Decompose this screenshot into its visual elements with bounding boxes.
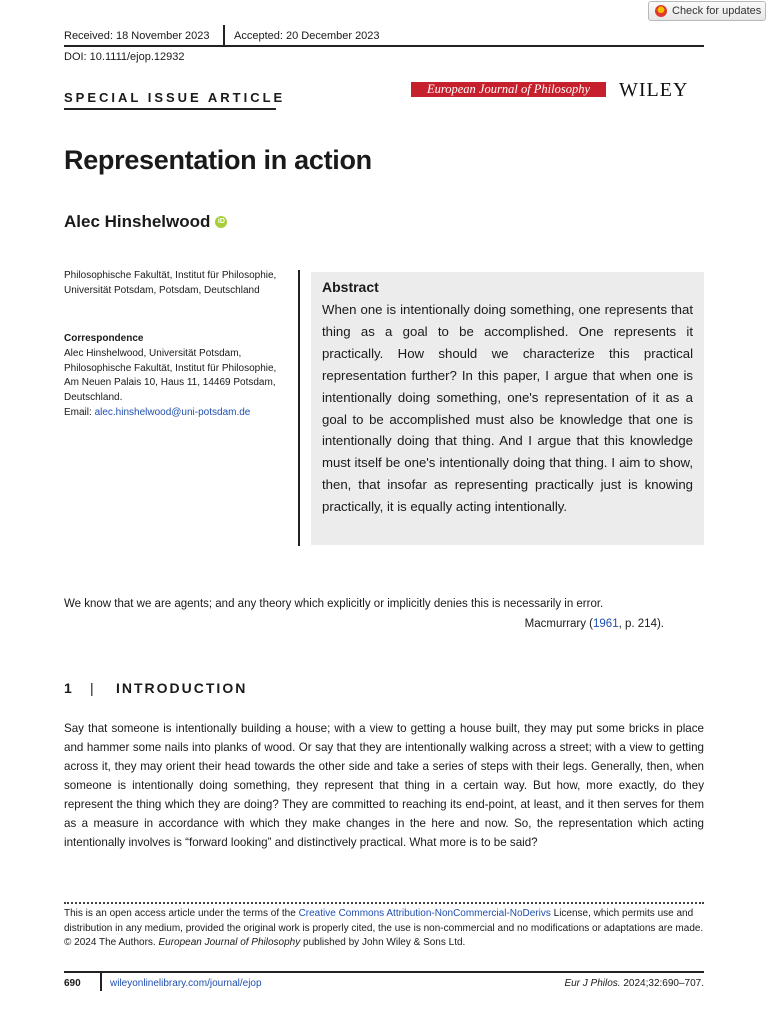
author-name[interactable]: Alec Hinshelwood [64,212,211,231]
copyright-journal: European Journal of Philosophy [158,937,301,949]
section-number: 1 [64,680,74,696]
check-for-updates-label: Check for updates [672,5,762,17]
footer-divider [100,973,102,991]
header-rule [64,45,704,47]
email-label: Email: [64,406,95,418]
page-number: 690 [64,978,81,989]
section-separator: | [90,680,96,696]
epigraph-quote: We know that we are agents; and any theory which explicitly or implicitly denies this is necessarily in error. [64,598,604,610]
affiliation: Philosophische Fakultät, Institut für Philosophie, Universität Potsdam, Potsdam, Deutschland [64,270,277,296]
journal-citation [500,978,704,989]
license-link[interactable]: Creative Commons Attribution-NonCommercial-NoDerivs [298,908,551,919]
author-line [64,212,227,232]
abstract-text: When one is intentionally doing something, one represents that thing as a goal to be accomplished. One represents it practically. How should we characterize this practical representation further? In this paper, I argue that when one is intentionally doing something, one's representation of it as a goal to be accomplished must also be knowledge that one is intentionally doing that thing. And I argue that this knowledge must itself be one's intentionally doing that thing. I aim to show, then, that insofar as representing practically just is knowing practically, it is equally acting intentionally. [322,302,693,515]
correspondence [64,332,289,421]
epigraph-citation [490,618,664,630]
copyright-prefix: © 2024 The Authors. [64,937,159,949]
citation-journal: Eur J Philos. [564,978,621,989]
epigraph-cite-year-link[interactable]: 1961 [593,618,619,630]
license-suffix: License, which permits use and distribution in any medium, provided the original work is properly cited, the use is non-commercial and no modifications or adaptations are made. [64,908,704,934]
copyright-line [64,936,704,951]
journal-banner: European Journal of Philosophy [411,82,606,97]
article-title: Representation in action [64,145,372,175]
article-type: SPECIAL ISSUE ARTICLE [64,90,286,105]
epigraph-cite-rest: , p. 214). [618,618,664,630]
doi[interactable]: DOI: 10.1111/ejop.12932 [64,51,185,63]
abstract-heading: Abstract [322,279,379,295]
license-text [64,907,704,936]
publisher-logo: WILEY [619,79,689,101]
correspondence-address: Alec Hinshelwood, Universität Potsdam, Philosophische Fakultät, Institut für Philosophie, Am Neuen Palais 10, Haus 11, 14469 Potsdam, Deutschland. [64,347,277,404]
correspondence-email-line [64,406,289,421]
license-note [64,907,704,951]
crossmark-icon [655,5,667,17]
intro-paragraph: Say that someone is intentionally building a house; with a view to getting a house built, they may put some bricks in place and hammer some nails into planks of wood. Or say that they are intentionally walking across a street; with a view to getting across it, they may orient their head towards the other side and take a series of steps with their legs. Generally, then, when someone is intentionally doing something, they represent that thing in a certain way. But how, more exactly, do they represent the thing which they are doing? They are committed to reaching its end-point, at least, and it then serves for them as a measure in accordance with which they make changes in the here and now. So, the representation which acting intentionally involves is “forward looking” and distinctively practical. What more is to be said? [64,722,704,849]
journal-url-link[interactable]: wileyonlinelibrary.com/journal/ejop [110,978,262,989]
received-date: Received: 18 November 2023 [64,30,210,42]
accepted-date: Accepted: 20 December 2023 [234,30,380,42]
column-divider [298,270,300,546]
abstract-box [311,272,704,545]
section-heading [64,680,247,696]
article-type-rule [64,108,276,110]
citation-rest: 2024;32:690–707. [620,978,704,989]
orcid-icon[interactable]: iD [215,216,227,228]
check-for-updates-button[interactable] [648,1,766,21]
section-title: INTRODUCTION [116,680,248,696]
footer-rule [64,971,704,973]
email-link[interactable]: alec.hinshelwood@uni-potsdam.de [94,406,251,418]
footnote-rule [64,902,704,904]
correspondence-heading: Correspondence [64,333,144,344]
copyright-suffix: published by John Wiley & Sons Ltd. [300,937,466,949]
epigraph-cite-author: Macmurrary ( [524,618,594,630]
date-divider [223,25,225,45]
license-prefix: This is an open access article under the terms of the [64,908,299,919]
